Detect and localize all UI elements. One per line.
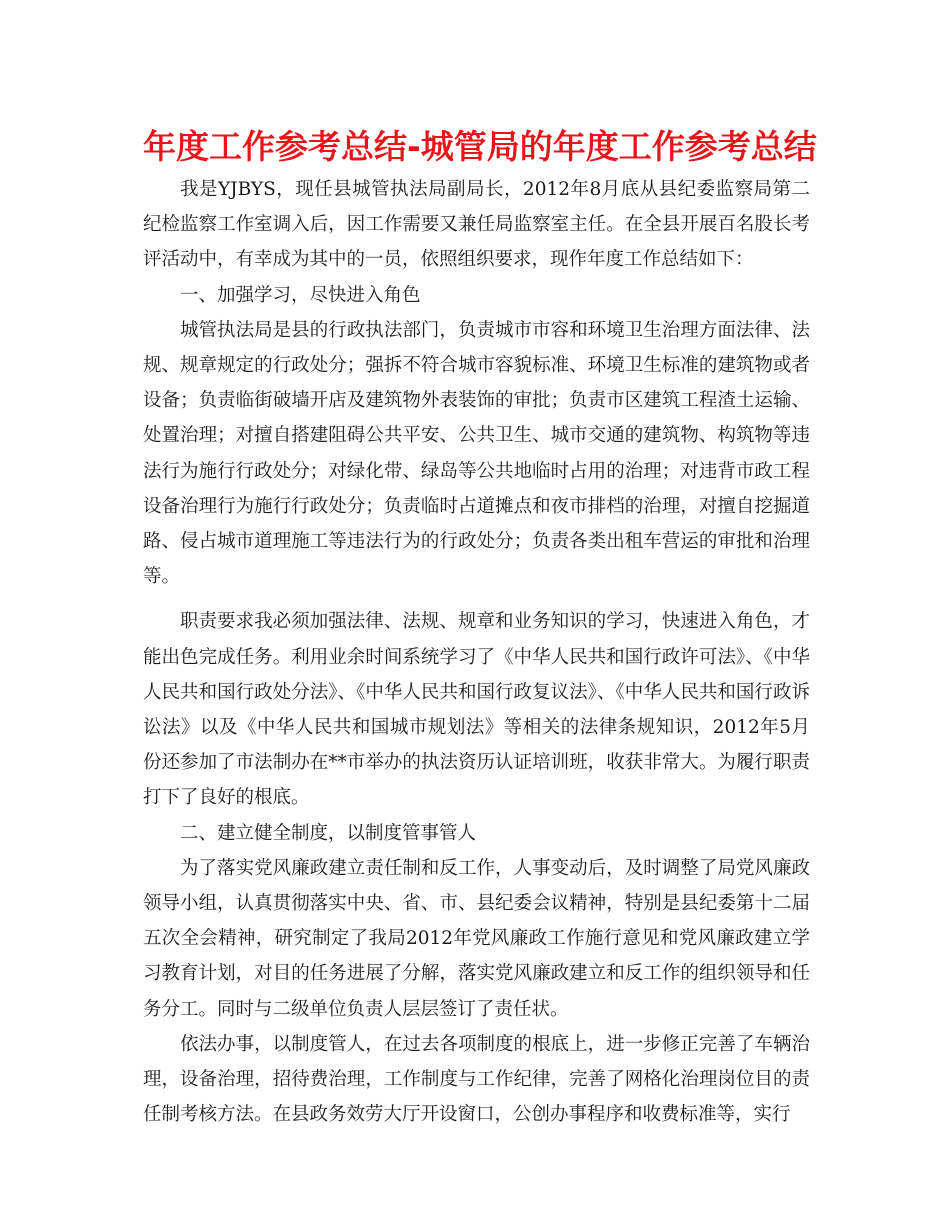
paragraph-intro: 我是YJBYS，现任县城管执法局副局长，2012年8月底从县纪委监察局第二纪检监察工作室调入后，因工作需要又兼任局监察室主任。在全县开展百名股长考评活动中，有幸成为其中的一员，依照组织要求，现作年度工作总结如下： (143, 179, 810, 271)
paragraph-duties: 城管执法局是县的行政执法部门，负责城市市容和环境卫生治理方面法律、法规、规章规定的行政处分；强拆不符合城市容貌标准、环境卫生标准的建筑物或者设备；负责临街破墙开店及建筑物外表装饰的审批；负责市区建筑工程渣土运输、处置治理；对擅自搭建阻碍公共平安、公共卫生、城市交通的建筑物、构筑物等违法行为施行行政处分；对绿化带、绿岛等公共地临时占用的治理；对违背市政工程设备治理行为施行行政处分；负责临时占道摊点和夜市排档的治理，对擅自挖掘道路、侵占城市道理施工等违法行为的行政处分；负责各类出租车营运的审批和治理等。 (143, 319, 810, 588)
section-heading-1: 一、加强学习，尽快进入角色 (180, 284, 421, 306)
document-title: 年度工作参考总结-城管局的年度工作参考总结 (143, 127, 817, 166)
section-heading-2: 二、建立健全制度，以制度管事管人 (180, 822, 477, 844)
paragraph-study: 职责要求我必须加强法律、法规、规章和业务知识的学习，快速进入角色，才能出色完成任务。利用业余时间系统学习了《中华人民共和国行政许可法》、《中华人民共和国行政处分法》、《中华人民共和国行政复议法》、《中华人民共和国行政诉讼法》以及《中华人民共和国城市规划法》等相关的法律条规知识，2012年5月份还参加了市法制办在**市举办的执法资历认证培训班，收获非常大。为履行职责打下了良好的根底。 (143, 611, 810, 809)
document-body (143, 172, 810, 1132)
paragraph-integrity: 为了落实党风廉政建立责任制和反工作，人事变动后，及时调整了局党风廉政领导小组，认真贯彻落实中央、省、市、县纪委会议精神，特别是县纪委第十二届五次全会精神，研究制定了我局2012年党风廉政工作施行意见和党风廉政建立学习教育计划，对目的任务进展了分解，落实党风廉政建立和反工作的组织领导和任务分工。同时与二级单位负责人层层签订了责任状。 (143, 857, 810, 1020)
paragraph-rules: 依法办事，以制度管人，在过去各项制度的根底上，进一步修正完善了车辆治理，设备治理，招待费治理，工作制度与工作纪律，完善了网格化治理岗位目的责任制考核方法。在县政务效劳大厅开设窗口，公创办事程序和收费标准等，实行 (143, 1033, 810, 1126)
